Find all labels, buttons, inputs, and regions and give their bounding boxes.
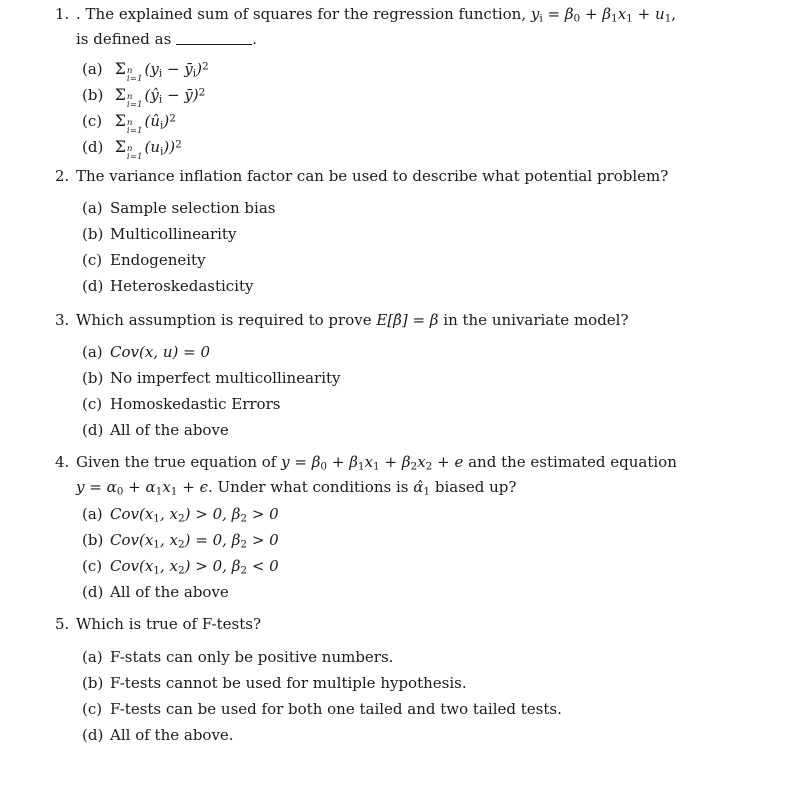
question-text: . The explained sum of squares for the regression function, $y_i = \beta_0 + \beta_1x_1 + u_1$, bbox=[76, 5, 677, 25]
expectation-formula: E[β̂] = β bbox=[376, 311, 439, 329]
option-1c: (c) Σ n i=1 $(û_i)^2$ bbox=[82, 110, 176, 137]
option-formula: Σ n i=1 $(û_i)^2$ bbox=[114, 110, 176, 137]
option-5b: (b) F-tests cannot be used for multiple hypothesis. bbox=[82, 674, 467, 692]
alpha-hat: $\alphâ_1$ bbox=[413, 477, 431, 498]
option-5d: (d) All of the above. bbox=[82, 726, 234, 744]
question-number: 5. bbox=[55, 615, 70, 633]
regression-equation: $y_i = \beta_0 + \beta_1x_1 + u_1$ bbox=[530, 5, 672, 25]
option-formula: Σ n i=1 ($y_i$ − $ȳ_i)^2$ bbox=[114, 58, 209, 85]
option-3a: (a) Cov(x, u) = 0 bbox=[82, 343, 210, 361]
question-text: Which assumption is required to prove E[β̂] = β in the univariate model? bbox=[76, 311, 629, 329]
question-text: Given the true equation of $y = \beta_0 + \beta_1x_1 + \beta_2x_2 + e$ and the estimated equation bbox=[76, 453, 677, 473]
option-1a: (a) Σ n i=1 ($y_i$ − $ȳ_i)^2$ bbox=[82, 58, 209, 85]
question-number: 3. bbox=[55, 311, 70, 329]
option-formula: Cov(x, u) = 0 bbox=[110, 343, 210, 361]
option-5a: (a) F-stats can only be positive numbers. bbox=[82, 648, 394, 666]
option-1d: (d) Σ n i=1 $(u_i))^2$ bbox=[82, 136, 182, 163]
question-1 bbox=[55, 4, 755, 49]
question-number: 2. bbox=[55, 167, 70, 185]
option-2d: (d) Heteroskedasticity bbox=[82, 277, 254, 295]
option-3c: (c) Homoskedastic Errors bbox=[82, 395, 281, 413]
question-2 bbox=[55, 166, 755, 186]
option-formula: Σ n i=1 ($ŷ_i$ − ȳ)$^2$ bbox=[114, 84, 206, 111]
option-1b: (b) Σ n i=1 ($ŷ_i$ − ȳ)$^2$ bbox=[82, 84, 206, 111]
option-2a: (a) Sample selection bias bbox=[82, 199, 276, 217]
question-number: 4. bbox=[55, 453, 70, 471]
question-5 bbox=[55, 614, 755, 634]
question-4 bbox=[55, 452, 755, 501]
question-3 bbox=[55, 310, 755, 330]
estimated-equation: $y = \alpha_0 + \alpha_1x_1 + \epsilon$ bbox=[76, 477, 208, 498]
option-3d: (d) All of the above bbox=[82, 421, 229, 439]
question-text: Which is true of F-tests? bbox=[76, 615, 261, 633]
option-2c: (c) Endogeneity bbox=[82, 251, 206, 269]
option-4a: (a) $Cov(x_1$, $x_2) > 0$, $\beta_2 > 0$ bbox=[82, 505, 279, 525]
option-5c: (c) F-tests can be used for both one tailed and two tailed tests. bbox=[82, 700, 562, 718]
option-4d: (d) All of the above bbox=[82, 583, 229, 601]
question-text-line2: is defined as . bbox=[76, 29, 257, 48]
option-4b: (b) $Cov(x_1$, $x_2) = 0$, $\beta_2 > 0$ bbox=[82, 531, 279, 551]
question-text-line2: $y = \alpha_0 + \alpha_1x_1 + \epsilon$. Under what conditions is $\alphâ_1$ biased up? bbox=[76, 477, 517, 498]
answer-blank bbox=[176, 30, 252, 45]
option-formula: $Cov(x_1$, $x_2) > 0$, $\beta_2 < 0$ bbox=[110, 557, 279, 577]
option-formula: Σ n i=1 $(u_i))^2$ bbox=[114, 136, 182, 163]
option-4c: (c) $Cov(x_1$, $x_2) > 0$, $\beta_2 < 0$ bbox=[82, 557, 279, 577]
option-formula: $Cov(x_1$, $x_2) > 0$, $\beta_2 > 0$ bbox=[110, 505, 279, 525]
question-text: The variance inflation factor can be used to describe what potential problem? bbox=[76, 167, 669, 185]
option-3b: (b) No imperfect multicollinearity bbox=[82, 369, 341, 387]
question-number: 1. bbox=[55, 5, 70, 23]
option-formula: $Cov(x_1$, $x_2) = 0$, $\beta_2 > 0$ bbox=[110, 531, 279, 551]
option-2b: (b) Multicollinearity bbox=[82, 225, 237, 243]
true-equation: $y = \beta_0 + \beta_1x_1 + \beta_2x_2 + e$ bbox=[281, 453, 464, 473]
